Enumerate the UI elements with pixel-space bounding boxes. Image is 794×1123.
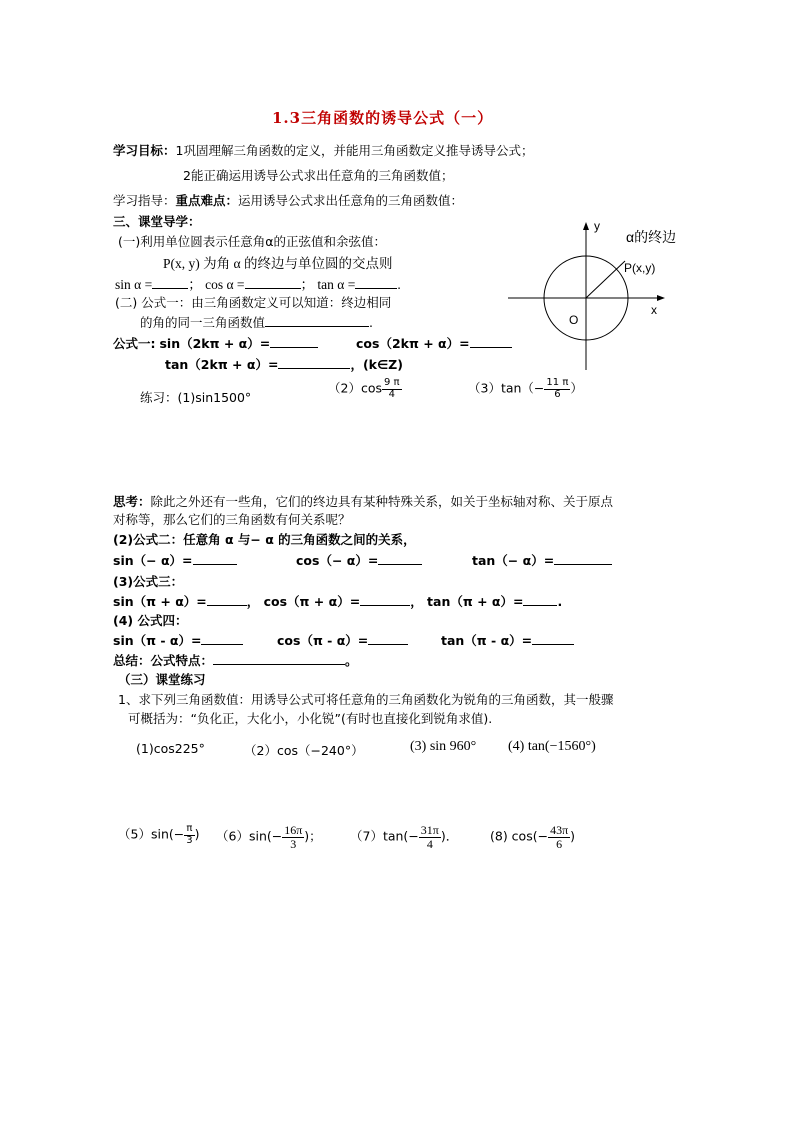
- summary-line: [113, 651, 358, 669]
- ex6-numerator: 16π: [284, 823, 303, 837]
- ex6-prefix: （6）sin(−: [216, 828, 283, 844]
- ex8-numerator: 43π: [550, 823, 569, 837]
- formula-2-tan-blank: [554, 552, 612, 565]
- guidance-label: 学习指导：: [113, 193, 176, 208]
- exercise-6: [216, 824, 322, 850]
- objective-item-1: 1巩固理解三角函数的定义，并能用三角函数定义推导诱导公式；: [175, 143, 534, 158]
- q2-denominator: 4: [388, 388, 395, 400]
- formula-4-cos-blank: [368, 632, 408, 645]
- sin-definition: sin α =: [115, 277, 153, 292]
- part-2-line-2: [140, 313, 373, 331]
- ex6-suffix: )；: [304, 828, 322, 844]
- formula-3-tan-blank: [523, 593, 557, 606]
- cos-blank: [245, 276, 301, 289]
- formula-2-tan: tan（− α）=: [472, 553, 555, 568]
- ex8-fraction: [548, 824, 570, 850]
- formula-3-cos-blank: [360, 593, 410, 606]
- formula-4-tan-blank: [532, 632, 574, 645]
- end-dot: .: [397, 277, 401, 292]
- definitions-line: [115, 273, 401, 293]
- formula-2-cos-blank: [378, 552, 422, 565]
- formula-3-cos: ， cos（π + α）=: [246, 594, 361, 609]
- part-2-line-1: (二) 公式一：由三角函数定义可以知道：终边相同: [115, 295, 392, 310]
- q3-denominator: 6: [554, 388, 561, 400]
- sin-blank: [152, 276, 188, 289]
- formula-4-sin-wrap: [113, 631, 243, 649]
- point-p-label: P(x,y): [624, 261, 656, 275]
- ex5-fraction: [184, 824, 194, 846]
- exercise-2: （2）cos（−240°）: [244, 743, 364, 758]
- practice-section-line-2: 可概括为：“负化正，大化小，小化锐”(有时也直接化到锐角求值).: [128, 711, 493, 726]
- ex8-suffix: ): [570, 828, 576, 844]
- ex6-denominator: 3: [290, 836, 297, 851]
- formula-3-dot: .: [557, 594, 563, 609]
- objectives-label: 学习目标：: [113, 143, 176, 158]
- unit-circle-diagram: [500, 215, 700, 375]
- formula-4-cos-wrap: [277, 631, 408, 649]
- formula-1-line-2: [165, 355, 403, 373]
- key-points-label: 重点难点：: [175, 193, 239, 208]
- y-label: y: [594, 219, 600, 233]
- formula-4-tan-wrap: [441, 631, 574, 649]
- summary-blank: [213, 652, 345, 665]
- formula-1-cos: cos（2kπ + α）=: [356, 336, 470, 351]
- formula-2-cos-wrap: [296, 551, 422, 569]
- exercise-4: (4) tan(−1560°): [508, 739, 596, 754]
- formula-3-sin-blank: [207, 593, 247, 606]
- formula-4-cos: cos（π - α）=: [277, 633, 369, 648]
- guidance-line: [113, 191, 463, 209]
- ex6-fraction: [282, 824, 304, 850]
- tan-blank: [355, 276, 397, 289]
- formula-1-sin-blank: [270, 335, 318, 348]
- part-2-text: 的角的同一三角函数值: [140, 315, 266, 330]
- key-points-text: 运用诱导公式求出任意角的三角函数值：: [238, 193, 464, 208]
- think-label: 思考：: [113, 494, 151, 509]
- q3-suffix: ）: [570, 380, 583, 396]
- exercise-8: [490, 824, 575, 850]
- formula-1-tan: tan（2kπ + α）=: [165, 357, 279, 372]
- y-axis-arrow-icon: [583, 222, 589, 230]
- practice-1-q1: 练习：(1)sin1500°: [140, 390, 252, 405]
- ex7-fraction: [419, 824, 441, 850]
- objectives-line-1: [113, 141, 533, 159]
- ex7-suffix: )．: [440, 828, 459, 844]
- formula-1-sin: sin（2kπ + α）=: [159, 336, 271, 351]
- exercise-1: (1)cos225°: [136, 741, 205, 756]
- q2-numerator: 9 π: [384, 377, 400, 388]
- part-1-line-2: P(x, y) 为角 α 的终边与单位圆的交点则: [163, 256, 393, 271]
- q3-numerator: 11 π: [546, 377, 569, 388]
- ex8-prefix: (8) cos(−: [490, 828, 549, 844]
- formula-4-sin: sin（π - α）=: [113, 633, 202, 648]
- page-title: 1.3三角函数的诱导公式（一）: [272, 109, 494, 127]
- origin-label: O: [569, 313, 579, 327]
- q3-fraction: [544, 378, 570, 400]
- exercise-7: [350, 824, 458, 850]
- x-label: x: [651, 303, 657, 317]
- formula-1-label: 公式一:: [113, 336, 156, 351]
- objective-item-2: 2能正确运用诱导公式求出任意角的三角函数值；: [183, 168, 454, 183]
- formula-2-heading: (2)公式二：任意角 α 与− α 的三角函数之间的关系，: [113, 532, 416, 547]
- formula-2-sin-wrap: [113, 551, 237, 569]
- formula-1-line-1: [113, 334, 318, 352]
- formula-4-sin-blank: [201, 632, 243, 645]
- ex7-prefix: （7）tan(−: [350, 828, 419, 844]
- summary-end: 。: [345, 653, 358, 668]
- formula-3-tan: ， tan（π + α）=: [410, 594, 524, 609]
- formula-3-line: [113, 592, 562, 610]
- formula-1-cos-wrap: [356, 334, 512, 352]
- think-line-2: 对称等，那么它们的三角函数有何关系呢？: [113, 512, 351, 527]
- practice-1-q3: [468, 378, 583, 400]
- formula-4-tan: tan（π - α）=: [441, 633, 533, 648]
- formula-2-sin: sin（− α）=: [113, 553, 193, 568]
- terminal-side-label: α的终边: [626, 229, 677, 245]
- practice-section-heading: （三）课堂练习: [118, 672, 206, 687]
- part-2-blank: [265, 314, 369, 327]
- tan-definition: ； tan α =: [300, 277, 356, 292]
- q3-prefix: （3）tan（−: [468, 380, 545, 396]
- formula-2-tan-wrap: [472, 551, 612, 569]
- think-text-1: 除此之外还有一些角，它们的终边具有某种特殊关系，如关于坐标轴对称、关于原点: [150, 494, 614, 509]
- formula-1-tan-blank: [278, 356, 350, 369]
- section-3-heading: 三、课堂导学：: [113, 214, 201, 229]
- formula-4-heading: (4) 公式四：: [113, 613, 188, 628]
- think-line-1: [113, 492, 613, 510]
- ex5-numerator: π: [184, 824, 194, 836]
- practice-1-q2: [328, 378, 402, 400]
- formula-2-cos: cos（− α）=: [296, 553, 379, 568]
- cos-definition: ； cos α =: [188, 277, 245, 292]
- formula-2-sin-blank: [193, 552, 237, 565]
- formula-1-condition: ，(k∈Z): [350, 357, 403, 372]
- ex7-numerator: 31π: [420, 823, 439, 837]
- part-2-dot: .: [369, 315, 373, 330]
- formula-3-sin: sin（π + α）=: [113, 594, 207, 609]
- ex5-prefix: （5）sin(−: [118, 826, 185, 842]
- ex5-denominator: 3: [186, 834, 193, 846]
- ex8-denominator: 6: [556, 836, 563, 851]
- terminal-side: [586, 261, 625, 298]
- formula-3-heading: (3)公式三：: [113, 574, 184, 589]
- summary-label: 总结：公式特点：: [113, 653, 214, 668]
- ex7-denominator: 4: [426, 836, 433, 851]
- q2-fraction: [382, 378, 402, 400]
- ex5-suffix: ): [194, 826, 200, 842]
- q2-prefix: （2）cos: [328, 380, 382, 396]
- exercise-5: [118, 824, 199, 846]
- part-1-line-1: (一)利用单位圆表示任意角α的正弦值和余弦值：: [118, 234, 386, 249]
- x-axis-arrow-icon: [657, 295, 665, 301]
- exercise-3: (3) sin 960°: [410, 739, 477, 754]
- practice-section-line-1: 1、求下列三角函数值：用诱导公式可将任意角的三角函数化为锐角的三角函数，其一般骤: [118, 692, 614, 707]
